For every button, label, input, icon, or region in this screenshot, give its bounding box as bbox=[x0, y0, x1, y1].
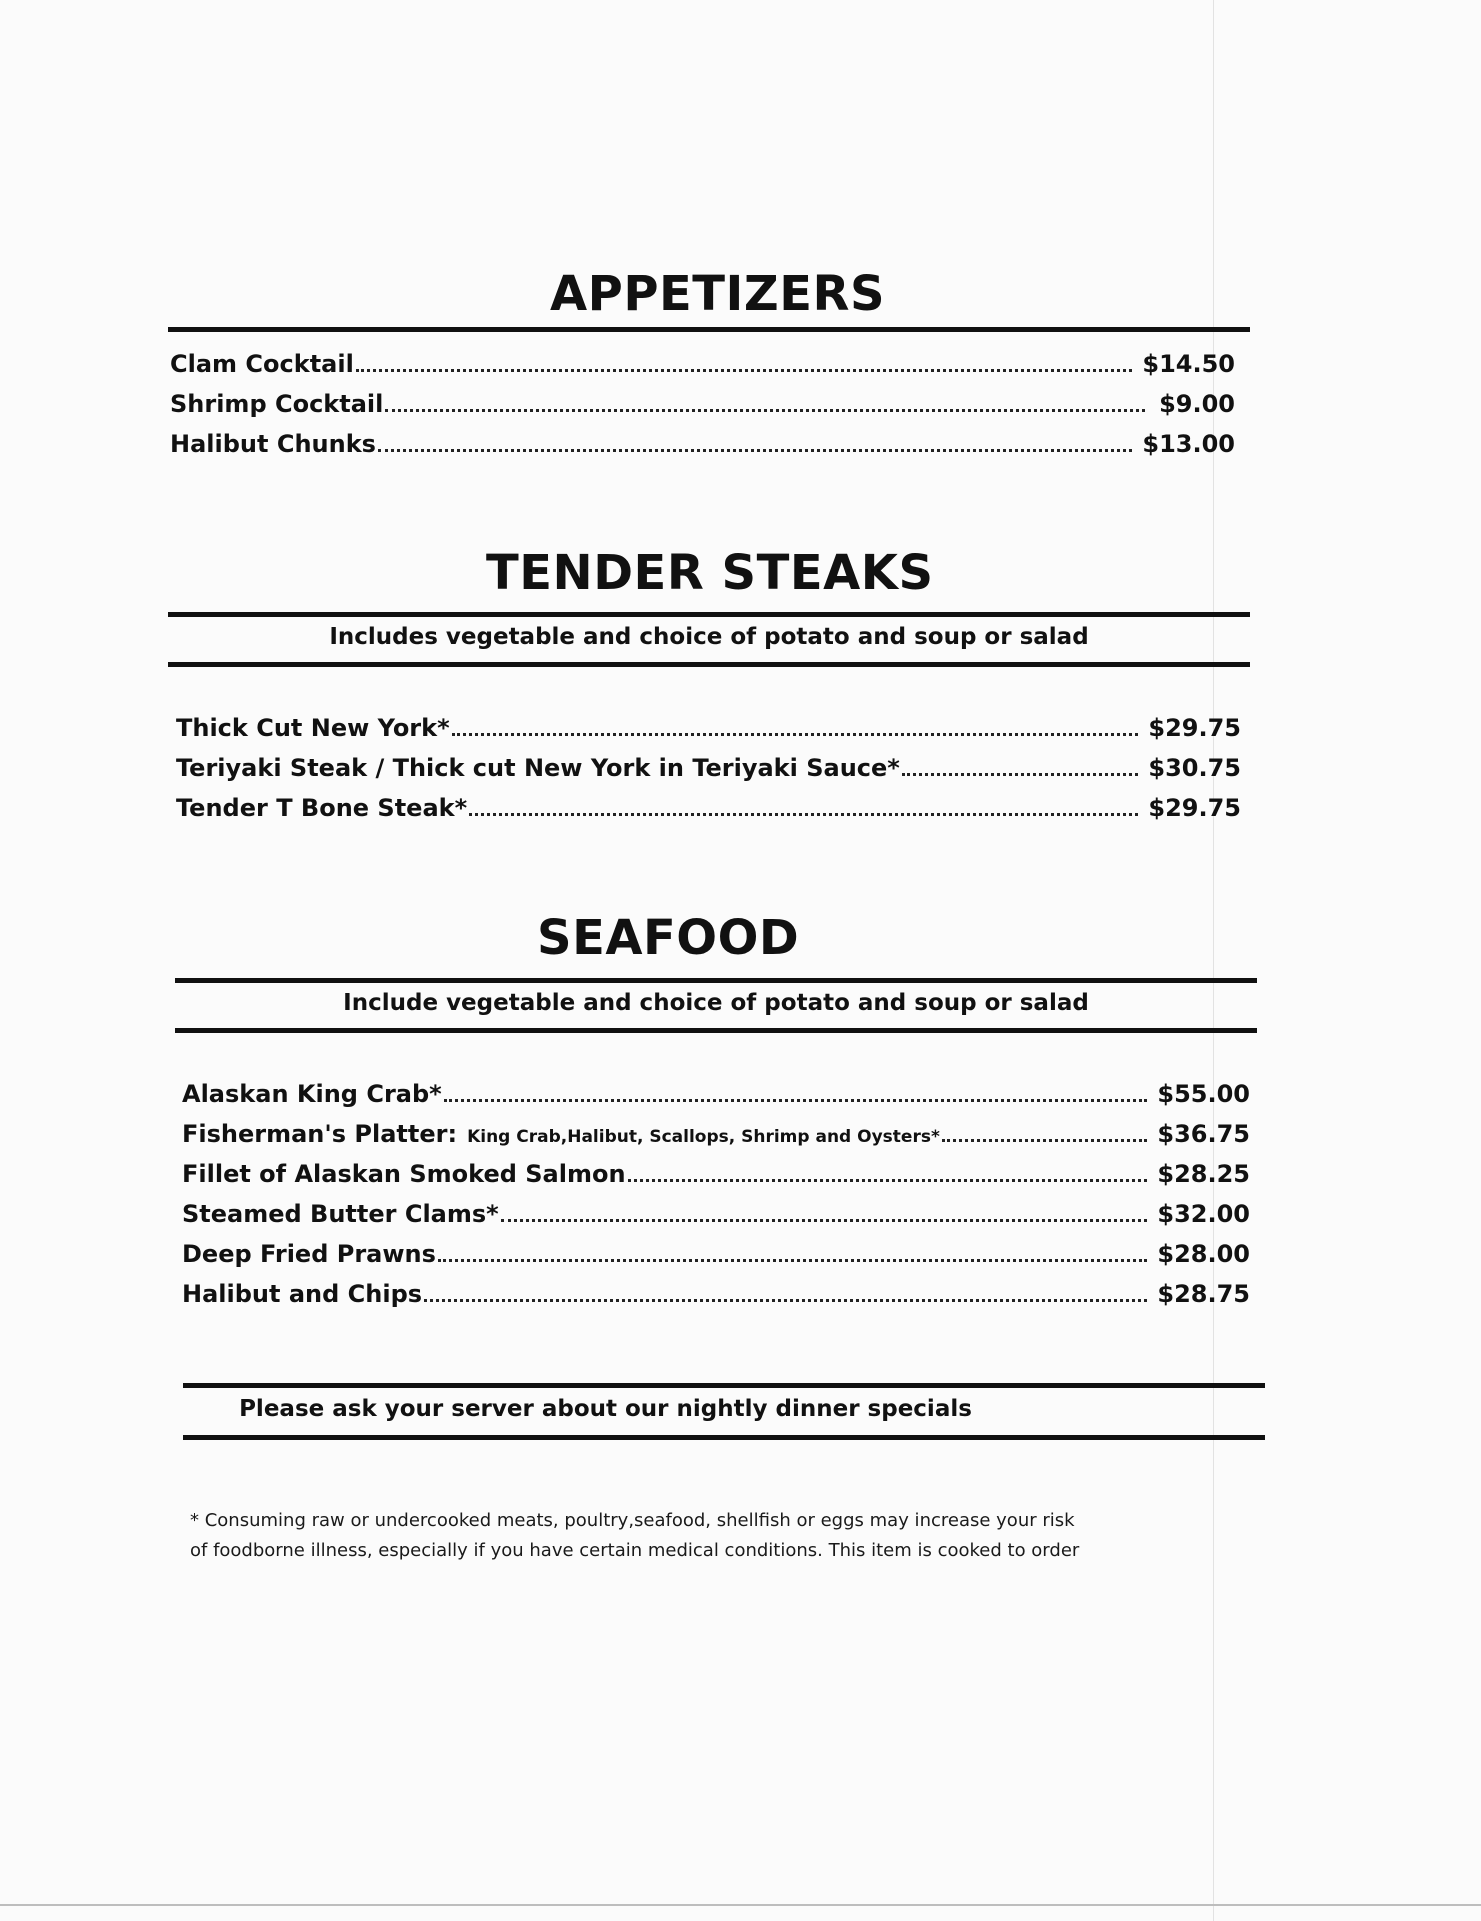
item-price: $9.00 bbox=[1159, 390, 1235, 418]
dot-leader bbox=[628, 1179, 1148, 1182]
dot-leader bbox=[469, 813, 1138, 816]
item-price: $29.75 bbox=[1148, 714, 1241, 742]
appetizers-heading: APPETIZERS bbox=[550, 266, 886, 322]
item-name: Shrimp Cocktail bbox=[170, 390, 384, 418]
steaks-rule-bottom bbox=[168, 662, 1250, 667]
item-name: Clam Cocktail bbox=[170, 350, 354, 378]
menu-item-halibut-chunks bbox=[170, 430, 1235, 458]
item-name: Alaskan King Crab* bbox=[182, 1080, 442, 1108]
menu-item-deep-fried-prawns bbox=[182, 1240, 1250, 1268]
item-price: $29.75 bbox=[1148, 794, 1241, 822]
specials-rule-top bbox=[183, 1383, 1265, 1388]
dot-leader bbox=[356, 369, 1133, 372]
item-detail: King Crab,Halibut, Scallops, Shrimp and Oysters* bbox=[467, 1127, 940, 1147]
item-price: $28.25 bbox=[1157, 1160, 1250, 1188]
dot-leader bbox=[452, 733, 1139, 736]
item-name: Halibut Chunks bbox=[170, 430, 376, 458]
dot-leader bbox=[942, 1139, 1148, 1142]
dot-leader bbox=[501, 1219, 1148, 1222]
specials-note: Please ask your server about our nightly dinner specials bbox=[239, 1396, 972, 1422]
food-safety-footnote bbox=[190, 1506, 1200, 1566]
item-price: $55.00 bbox=[1157, 1080, 1250, 1108]
dot-leader bbox=[902, 773, 1139, 776]
steaks-rule-top bbox=[168, 612, 1250, 617]
seafood-rule-top bbox=[175, 978, 1257, 983]
steaks-subtitle: Includes vegetable and choice of potato and soup or salad bbox=[329, 624, 1089, 650]
item-price: $28.00 bbox=[1157, 1240, 1250, 1268]
steaks-heading: TENDER STEAKS bbox=[486, 545, 934, 601]
page-edge-bottom bbox=[0, 1904, 1481, 1906]
specials-rule-bottom bbox=[183, 1435, 1265, 1440]
item-name: Halibut and Chips bbox=[182, 1280, 423, 1308]
item-price: $32.00 bbox=[1157, 1200, 1250, 1228]
item-name: Deep Fried Prawns bbox=[182, 1240, 436, 1268]
menu-item-smoked-salmon bbox=[182, 1160, 1250, 1188]
item-name: Fillet of Alaskan Smoked Salmon bbox=[182, 1160, 626, 1188]
item-price: $36.75 bbox=[1157, 1120, 1250, 1148]
footnote-line-2: of foodborne illness, especially if you have certain medical conditions. This item is cooked to order bbox=[190, 1540, 1080, 1561]
footnote-line-1: * Consuming raw or undercooked meats, poultry,seafood, shellfish or eggs may increase your risk bbox=[190, 1510, 1075, 1531]
item-price: $14.50 bbox=[1142, 350, 1235, 378]
item-name: Teriyaki Steak / Thick cut New York in Teriyaki Sauce* bbox=[176, 754, 900, 782]
appetizers-rule bbox=[168, 327, 1250, 332]
menu-item-shrimp-cocktail bbox=[170, 390, 1235, 418]
page-edge-right bbox=[1213, 0, 1214, 1921]
dot-leader bbox=[438, 1259, 1147, 1262]
seafood-heading: SEAFOOD bbox=[537, 910, 800, 966]
menu-item-teriyaki-steak bbox=[176, 754, 1241, 782]
item-name: Fisherman's Platter: bbox=[182, 1120, 458, 1148]
item-name: Thick Cut New York* bbox=[176, 714, 450, 742]
menu-item-t-bone-steak bbox=[176, 794, 1241, 822]
dot-leader bbox=[378, 449, 1132, 452]
dot-leader bbox=[444, 1099, 1148, 1102]
menu-item-alaskan-king-crab bbox=[182, 1080, 1250, 1108]
menu-item-steamed-butter-clams bbox=[182, 1200, 1250, 1228]
seafood-rule-bottom bbox=[175, 1028, 1257, 1033]
item-price: $28.75 bbox=[1157, 1280, 1250, 1308]
menu-item-fishermans-platter bbox=[182, 1120, 1250, 1148]
item-name: Tender T Bone Steak* bbox=[176, 794, 468, 822]
item-price: $13.00 bbox=[1142, 430, 1235, 458]
item-name: Steamed Butter Clams* bbox=[182, 1200, 499, 1228]
dot-leader bbox=[385, 409, 1145, 412]
menu-item-halibut-and-chips bbox=[182, 1280, 1250, 1308]
menu-item-clam-cocktail bbox=[170, 350, 1235, 378]
seafood-subtitle: Include vegetable and choice of potato and soup or salad bbox=[343, 990, 1089, 1016]
dot-leader bbox=[424, 1299, 1147, 1302]
item-price: $30.75 bbox=[1148, 754, 1241, 782]
menu-item-thick-cut-new-york bbox=[176, 714, 1241, 742]
